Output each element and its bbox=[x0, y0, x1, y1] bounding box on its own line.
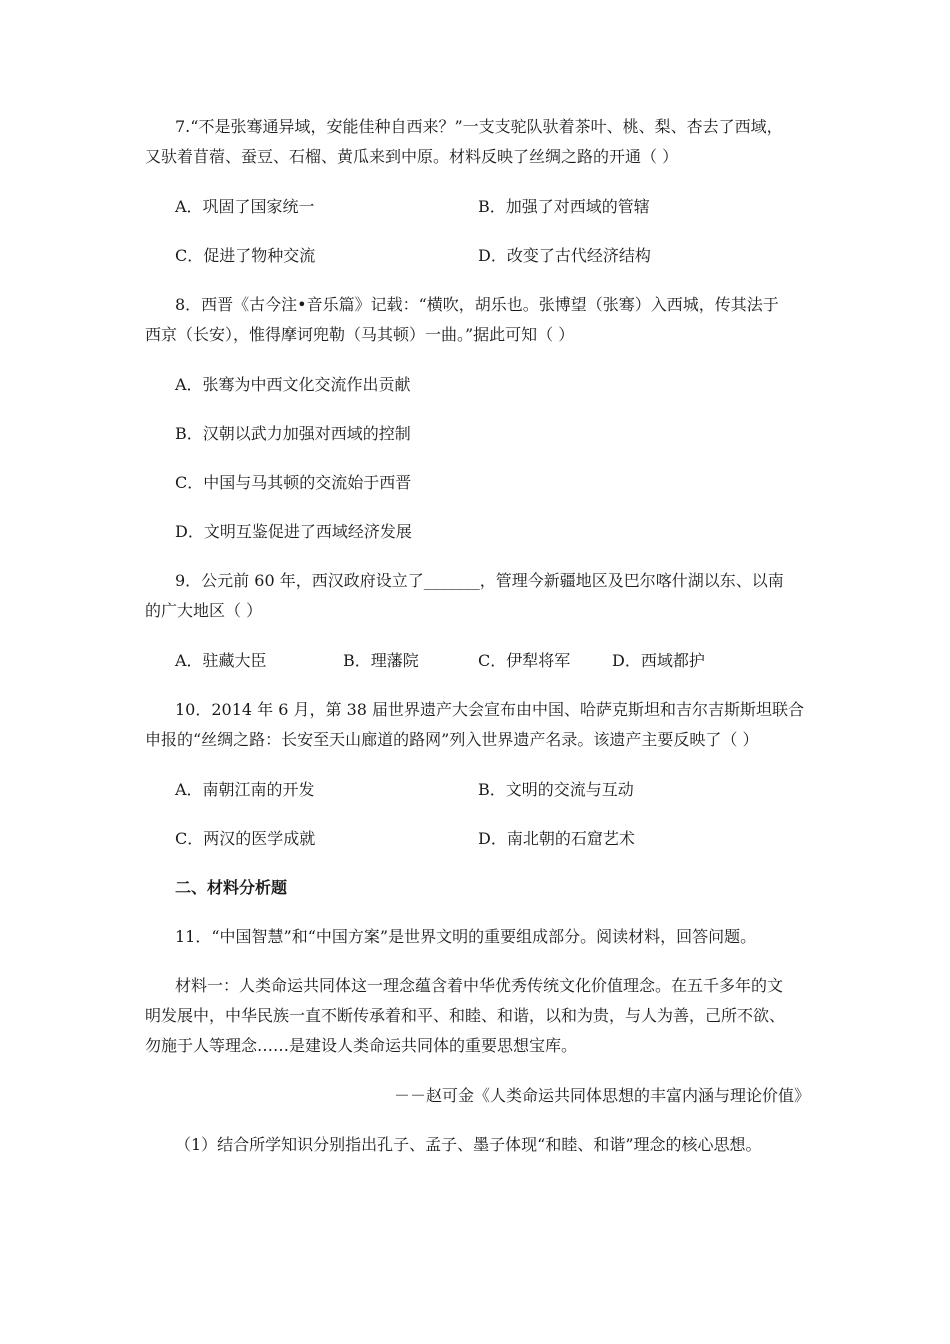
section-heading: 二、材料分析题 bbox=[175, 878, 288, 897]
q9-option-b: B．理藩院 bbox=[343, 651, 419, 670]
q9-option-c: C．伊犁将军 bbox=[478, 651, 571, 670]
q10-stem-line1: 10．2014 年 6 月，第 38 届世界遗产大会宣布由中国、哈萨克斯坦和吉尔吉斯斯坦联合 bbox=[175, 700, 805, 719]
q11-material1-line1: 材料一：人类命运共同体这一理念蕴含着中华优秀传统文化价值理念。在五千多年的文 bbox=[175, 976, 784, 995]
q10-option-d: D．南北朝的石窟艺术 bbox=[478, 829, 635, 848]
q9-stem-line1: 9．公元前 60 年，西汉政府设立了_______，管理今新疆地区及巴尔喀什湖以东、以南 bbox=[175, 571, 784, 590]
q10-option-b: B．文明的交流与互动 bbox=[478, 780, 634, 799]
q7-option-b: B．加强了对西域的管辖 bbox=[478, 197, 650, 216]
q11-intro: 11．“中国智慧”和“中国方案”是世界文明的重要组成部分。阅读材料，回答问题。 bbox=[175, 927, 757, 946]
q11-material1-line3: 勿施于人等理念……是建设人类命运共同体的重要思想宝库。 bbox=[145, 1036, 578, 1055]
q7-option-d: D．改变了古代经济结构 bbox=[478, 246, 651, 265]
q10-option-c: C．两汉的医学成就 bbox=[175, 829, 316, 848]
q11-source-citation: －－赵可金《人类命运共同体思想的丰富内涵与理论价值》 bbox=[393, 1086, 810, 1105]
q8-option-b: B．汉朝以武力加强对西域的控制 bbox=[175, 424, 411, 443]
q10-stem-line2: 申报的“丝绸之路：长安至天山廊道的路网”列入世界遗产名录。该遗产主要反映了（ ） bbox=[145, 730, 759, 749]
q8-option-a: A．张骞为中西文化交流作出贡献 bbox=[175, 375, 411, 394]
q8-stem-line2: 西京（长安），惟得摩诃兜勒（马其顿）一曲。”据此可知（ ） bbox=[145, 325, 575, 344]
q9-option-a: A．驻藏大臣 bbox=[175, 651, 267, 670]
q11-material1-line2: 明发展中，中华民族一直不断传承着和平、和睦、和谐，以和为贵，与人为善，己所不欲、 bbox=[145, 1006, 786, 1025]
q9-option-d: D．西域都护 bbox=[612, 651, 705, 670]
q7-stem-line1: 7.“不是张骞通异域，安能佳种自西来？”一支支驼队驮着茶叶、桃、梨、杏去了西域， bbox=[175, 117, 783, 136]
q7-option-c: C．促进了物种交流 bbox=[175, 246, 316, 265]
q9-stem-line2: 的广大地区（ ） bbox=[145, 601, 263, 620]
q8-option-d: D．文明互鉴促进了西域经济发展 bbox=[175, 522, 412, 541]
q11-subquestion-1: （1）结合所学知识分别指出孔子、孟子、墨子体现“和睦、和谐”理念的核心思想。 bbox=[175, 1135, 762, 1154]
q8-option-c: C．中国与马其顿的交流始于西晋 bbox=[175, 473, 412, 492]
q8-stem-line1: 8．西晋《古今注•音乐篇》记载：“横吹，胡乐也。张博望（张骞）入西城，传其法于 bbox=[175, 295, 779, 314]
q7-option-a: A．巩固了国家统一 bbox=[175, 197, 315, 216]
q10-option-a: A．南朝江南的开发 bbox=[175, 780, 315, 799]
q7-stem-line2: 又驮着苜蓿、蚕豆、石榴、黄瓜来到中原。材料反映了丝绸之路的开通（ ） bbox=[145, 147, 679, 166]
